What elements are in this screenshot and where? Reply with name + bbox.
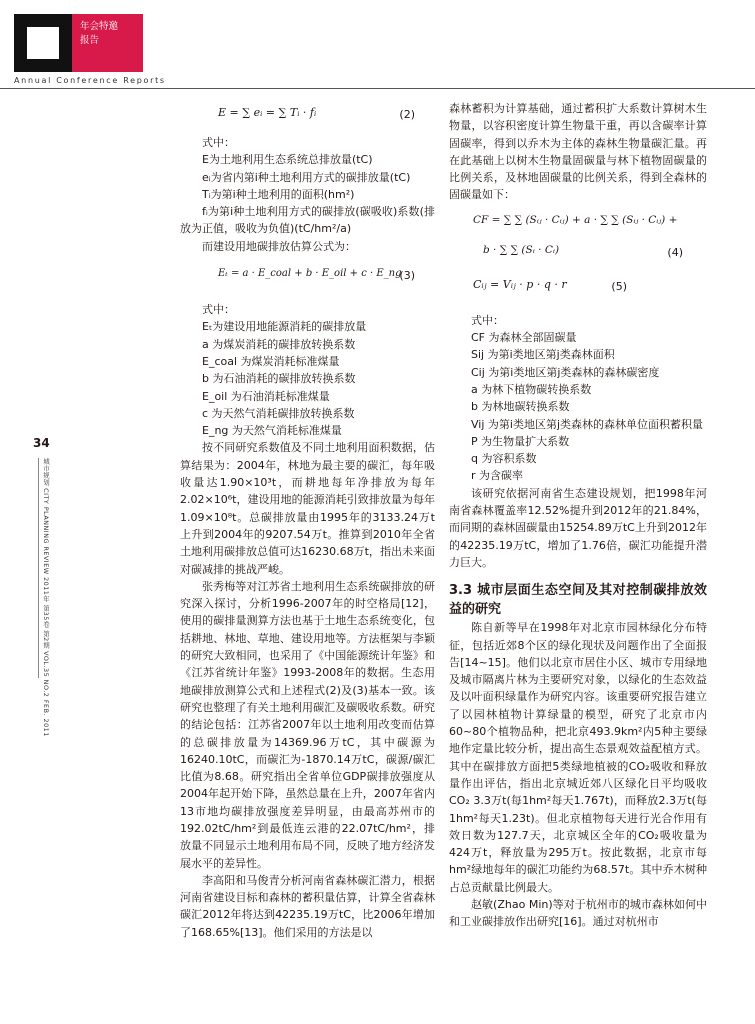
equation-3-formula: Eₜ = a · E_coal + b · E_oil + c · E_ng xyxy=(218,268,402,280)
var-definition: Cij 为第i类地区第j类森林的森林碳密度 xyxy=(471,365,660,379)
formula-intro: 而建设用地碳排放估算公式为： xyxy=(202,239,356,253)
var-definition: fᵢ为第i种土地利用方式的碳排放(碳吸收)系数(排放为正值，吸收为负值)(tC/hm²/a) xyxy=(180,205,435,236)
var-definition: E_ng 为天然气消耗标准煤量 xyxy=(202,424,342,438)
equation-4 xyxy=(449,204,707,272)
journal-logo xyxy=(14,14,72,72)
equation-4-line-1: CF = ∑ ∑ (Sᵢⱼ · Cᵢⱼ) + a · ∑ ∑ (Sᵢⱼ · Cᵢⱼ) + xyxy=(473,213,678,226)
var-definition: r 为含碳率 xyxy=(471,469,524,483)
body-paragraph: 李高阳和马俊青分析河南省森林碳汇潜力，根据河南省建设目标和森林的蓄积量估算，计算全省森林碳汇2012年将达到42235.19万tC，比2006年增加了168.65%[13]。他们采用的方法是以 xyxy=(180,873,435,939)
var-definition: a 为煤炭消耗的碳排放转换系数 xyxy=(202,337,356,351)
section-band xyxy=(72,14,143,72)
var-definition: E为土地利用生态系统总排放量(tC) xyxy=(202,153,373,167)
conference-label: Annual Conference Reports xyxy=(14,76,166,85)
equation-5-number: (5) xyxy=(611,279,627,293)
where-label: 式中： xyxy=(202,303,235,317)
equation-5 xyxy=(449,272,707,306)
header-block xyxy=(0,0,143,75)
var-definition: Tᵢ为第i种土地利用的面积(hm²) xyxy=(202,187,355,201)
var-definition: a 为林下植物碳转换系数 xyxy=(471,382,592,396)
body-paragraph: 陈自新等早在1998年对北京市园林绿化分布特征，包括近郊8个区的绿化现状及问题作出了全面报告[14~15]。他们以北京市居住小区、城市专用绿地及城市隔离片林为主要研究对象，以绿化的生态效益及以叶面积绿量作为研究内容。该重要研究报告建立了以园林植物计算绿量的模型，研究了北京市内60~80个植物品种，把北京493.9km²内5种主要绿地作定量比较分析，提出高生态景观效益配植方式。其中在碳排放方面把5类绿地植被的CO₂吸收和释放量作出评估，指出北京城近郊八区绿化日平均吸收CO₂ 3.3万t(每1hm²每天1.767t)，而释放2.3万t(每1hm²每天1.23t)。但北京植物每天进行光合作用有效日数为127.7天，北京城区全年的CO₂吸收量为424万t，释放量为295万t。按此数据，北京市每hm²绿地每年的碳汇功能约为68.57t。其中乔木树种占总贡献量比例最大。 xyxy=(449,621,707,894)
var-definition: Vij 为第i类地区第j类森林的森林单位面积蓄积量 xyxy=(471,417,704,431)
equation-3-number: (3) xyxy=(399,269,415,283)
left-column xyxy=(180,100,435,941)
var-definition: P 为生物量扩大系数 xyxy=(471,434,570,448)
equation-4-number: (4) xyxy=(667,245,683,259)
equation-3 xyxy=(180,261,435,295)
side-journal-info: 城市规划 CITY PLANNING REVIEW 2011年 第35卷 第2期 VOL.35 NO.2 FEB. 2011 xyxy=(42,458,50,737)
equation-2-number: (2) xyxy=(399,108,415,121)
body-paragraph: 森林蓄积为计算基础，通过蓄积扩大系数计算树木生物量，以容积密度计算生物量干重，再以含碳率计算固碳率，得到以乔木为主体的森林生物量碳汇量。再在此基础上以树木生物量固碳量与林下植物固碳量的比例关系，及林地固碳量的比例关系，得到全森林的固碳量如下： xyxy=(449,102,707,202)
band-line-2: 报告 xyxy=(80,35,100,46)
equation-4-line-2: b · ∑ ∑ (Sᵢ · Cᵢ) xyxy=(483,243,560,256)
where-label: 式中： xyxy=(471,313,504,327)
var-definition: Eₜ为建设用地能源消耗的碳排放量 xyxy=(202,320,367,334)
header-divider xyxy=(0,88,755,89)
where-label: 式中： xyxy=(202,136,235,149)
equation-2-formula: E = ∑ eᵢ = ∑ Tᵢ · fᵢ xyxy=(218,106,317,119)
section-heading: 3.3 城市层面生态空间及其对控制碳排放效益的研究 xyxy=(449,583,707,618)
var-definition: eᵢ为省内第i种土地利用方式的碳排放量(tC) xyxy=(202,170,411,184)
var-definition: q 为容积系数 xyxy=(471,452,537,466)
var-definition: c 为天然气消耗碳排放转换系数 xyxy=(202,406,355,420)
band-line-1: 年会特邀 xyxy=(80,21,119,32)
var-definition: b 为林地碳转换系数 xyxy=(471,400,570,414)
right-column xyxy=(449,100,707,931)
var-definition: Sij 为第i类地区第j类森林面积 xyxy=(471,348,615,362)
equation-2 xyxy=(180,100,435,134)
side-divider xyxy=(38,458,39,678)
equation-5-formula: Cᵢⱼ = Vᵢⱼ · p · q · r xyxy=(473,277,567,291)
var-definition: E_oil 为石油消耗标准煤量 xyxy=(202,389,330,403)
body-paragraph: 按不同研究系数值及不同土地利用面积数据，估算结果为：2004年，林地为最主要的碳汇，每年吸收量达1.90×10³t，而耕地每年净排放为每年2.02×10⁶t，建设用地的能源消耗引致排放量为每年1.09×10⁸t。总碳排放量由1995年的3133.24万t上升到2004年的9207.54万t。推算到2010年全省土地利用碳排放总值可达16230.68万t，指出未来面对碳减排的挑战严峻。 xyxy=(180,441,435,576)
var-definition: b 为石油消耗的碳排放转换系数 xyxy=(202,372,356,386)
body-paragraph: 张秀梅等对江苏省土地利用生态系统碳排放的研究深入探讨，分析1996-2007年的时空格局[12]，使用的碳排量测算方法也基于土地生态系统变化，包括耕地、林地、草地、建设用地等。方法框架与李颖的研究大致相同，也采用了《中国能源统计年鉴》和《江苏省统计年鉴》1993-2008年的数据。生态用地碳排放测算公式和上述程式(2)及(3)基本一致。该研究也整理了有关土地利用碳汇及碳吸收系数。研究的结论包括：江苏省2007年以土地利用改变而估算的总碳排放量为14369.96万tC，其中碳源为16240.10tC，而碳汇为-1870.14万tC，碳源/碳汇比值为8.68。研究指出全省单位GDP碳排放强度从2004年起开始下降，虽然总量在上升，2007年省内13市地均碳排放强度差异明显，由最高苏州市的192.02tC/hm²到最低连云港的22.07tC/hm²，排放量不同显示土地利用布局不同，反映了地方经济发展水平的差异性。 xyxy=(180,579,435,870)
var-definition: CF 为森林全部固碳量 xyxy=(471,331,577,345)
page-number: 34 xyxy=(33,436,50,450)
body-paragraph: 赵敏(Zhao Min)等对于杭州市的城市森林如何中和工业碳排放作出研究[16]。通过对杭州市 xyxy=(449,897,707,929)
var-definition: E_coal 为煤炭消耗标准煤量 xyxy=(202,354,340,368)
body-paragraph: 该研究依据河南省生态建设规划，把1998年河南省森林覆盖率12.52%提升到2012年的21.84%，而同期的森林固碳量由15254.89万tC上升到2012年的42235.19万tC，增加了1.76倍，碳汇功能提升潜力巨大。 xyxy=(449,486,707,569)
